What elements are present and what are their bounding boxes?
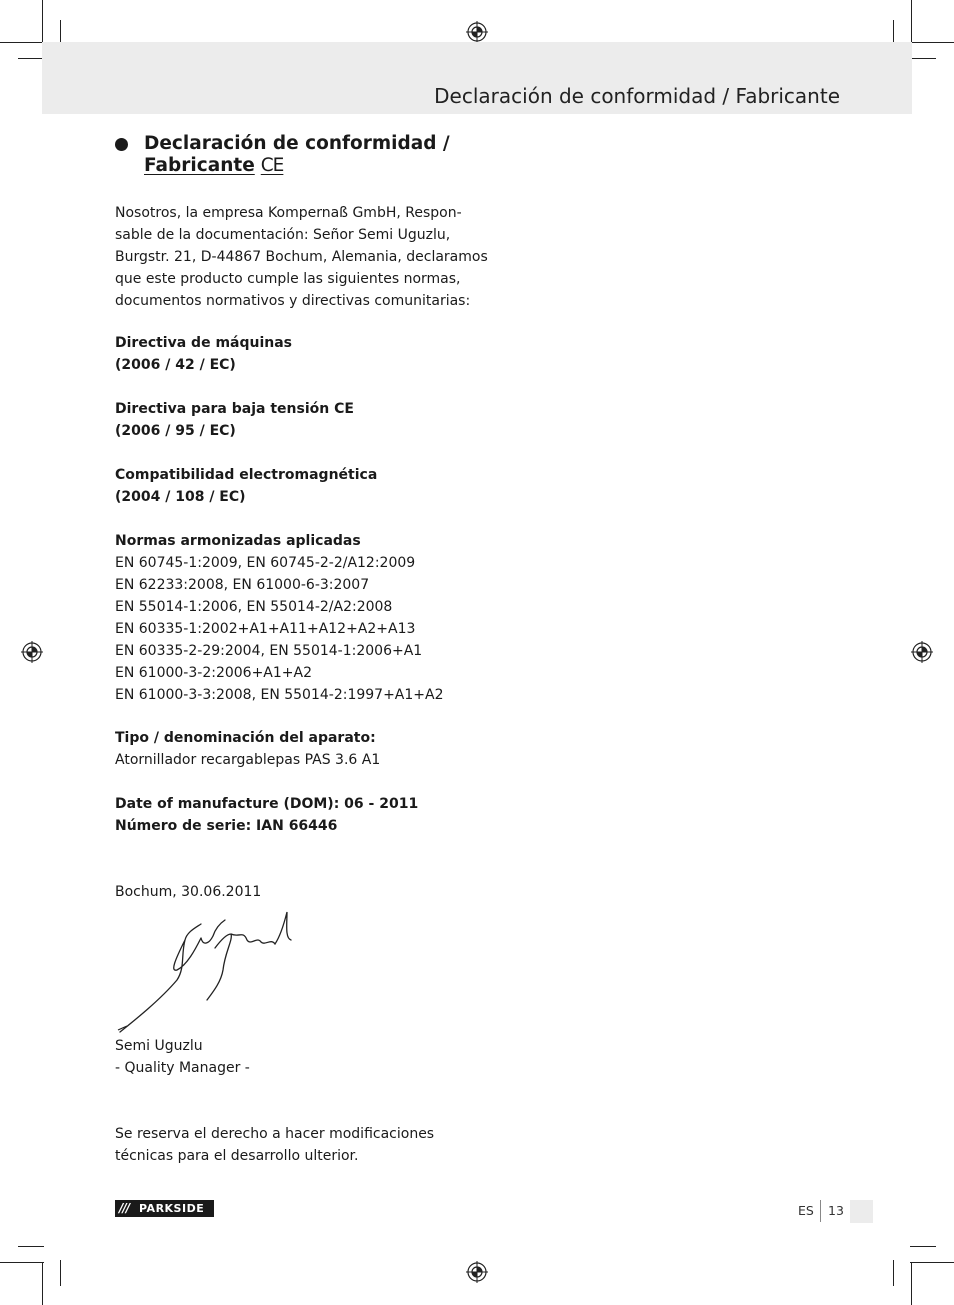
standard-line: EN 60745-1:2009, EN 60745-2-2/A12:2009 xyxy=(115,555,416,571)
crop-mark xyxy=(911,1262,912,1305)
serial-number: Número de serie: IAN 66446 xyxy=(115,818,338,834)
standards-title: Normas armonizadas aplicadas xyxy=(115,533,361,549)
directive-emc xyxy=(115,464,475,508)
registration-mark-icon xyxy=(466,21,488,43)
device-label: Tipo / denominación del aparato: xyxy=(115,730,376,746)
crop-mark xyxy=(910,42,954,43)
page-title: Declaración de conformidad / Fabricante xyxy=(434,84,840,108)
crop-mark xyxy=(911,0,912,44)
crop-mark xyxy=(42,1262,43,1305)
brand-name: PARKSIDE xyxy=(139,1202,205,1215)
registration-mark-icon xyxy=(466,1261,488,1283)
directive-low-voltage xyxy=(115,398,475,442)
standard-line: EN 61000-3-2:2006+A1+A2 xyxy=(115,665,312,681)
heading-line-2: Fabricante xyxy=(144,155,255,176)
directive-machinery xyxy=(115,332,475,376)
footer-box xyxy=(850,1200,873,1223)
crop-mark xyxy=(60,1260,61,1286)
standards-block xyxy=(115,530,475,706)
language-code: ES xyxy=(798,1203,814,1218)
disclaimer-line: técnicas para el desarrollo ulterior. xyxy=(115,1148,359,1164)
footer-divider xyxy=(820,1200,821,1222)
intro-line: Burgstr. 21, D-44867 Bochum, Alemania, declaramos xyxy=(115,249,488,265)
manufacture-block xyxy=(115,793,475,837)
directive-code: (2006 / 42 / EC) xyxy=(115,357,236,373)
place-date: Bochum, 30.06.2011 xyxy=(115,884,262,900)
intro-line: Nosotros, la empresa Kompernaß GmbH, Respon- xyxy=(115,205,462,221)
signatory-role: - Quality Manager - xyxy=(115,1060,250,1076)
directive-code: (2004 / 108 / EC) xyxy=(115,489,246,505)
standard-line: EN 55014-1:2006, EN 55014-2/A2:2008 xyxy=(115,599,393,615)
directive-code: (2006 / 95 / EC) xyxy=(115,423,236,439)
standard-line: EN 60335-1:2002+A1+A11+A12+A2+A13 xyxy=(115,621,416,637)
ce-mark-icon: CE xyxy=(260,155,284,176)
device-block xyxy=(115,727,475,771)
intro-paragraph xyxy=(115,202,488,312)
date-of-manufacture: Date of manufacture (DOM): 06 - 2011 xyxy=(115,796,419,812)
directive-name: Compatibilidad electromagnética xyxy=(115,467,378,483)
crop-mark xyxy=(910,58,936,59)
crop-mark xyxy=(0,1262,44,1263)
signatory-name: Semi Uguzlu xyxy=(115,1038,203,1054)
standard-line: EN 60335-2-29:2004, EN 55014-1:2006+A1 xyxy=(115,643,423,659)
intro-line: que este producto cumple las siguientes normas, xyxy=(115,271,461,287)
standard-line: EN 62233:2008, EN 61000-6-3:2007 xyxy=(115,577,370,593)
crop-mark xyxy=(0,42,44,43)
crop-mark xyxy=(910,1262,954,1263)
disclaimer-line: Se reserva el derecho a hacer modificaciones xyxy=(115,1126,435,1142)
crop-mark xyxy=(910,1246,936,1247)
crop-mark xyxy=(18,1246,44,1247)
crop-mark xyxy=(18,58,44,59)
crop-mark xyxy=(42,0,43,44)
directive-name: Directiva para baja tensión CE xyxy=(115,401,354,417)
device-value: Atornillador recargablepas PAS 3.6 A1 xyxy=(115,752,381,768)
signatory-block xyxy=(115,1035,475,1079)
directive-name: Directiva de máquinas xyxy=(115,335,293,351)
intro-line: sable de la documentación: Señor Semi Uguzlu, xyxy=(115,227,451,243)
crop-mark xyxy=(893,1260,894,1286)
bullet-icon xyxy=(115,138,128,151)
intro-line: documentos normativos y directivas comunitarias: xyxy=(115,293,471,309)
signature-image xyxy=(115,910,295,1035)
heading-line-1: Declaración de conformidad / xyxy=(144,133,450,154)
registration-mark-icon xyxy=(911,641,933,663)
logo-stripes-icon: /// xyxy=(119,1201,130,1215)
registration-mark-icon xyxy=(21,641,43,663)
standard-line: EN 61000-3-3:2008, EN 55014-2:1997+A1+A2 xyxy=(115,687,444,703)
parkside-logo xyxy=(115,1200,214,1217)
disclaimer xyxy=(115,1123,475,1167)
page-number: 13 xyxy=(828,1203,844,1218)
